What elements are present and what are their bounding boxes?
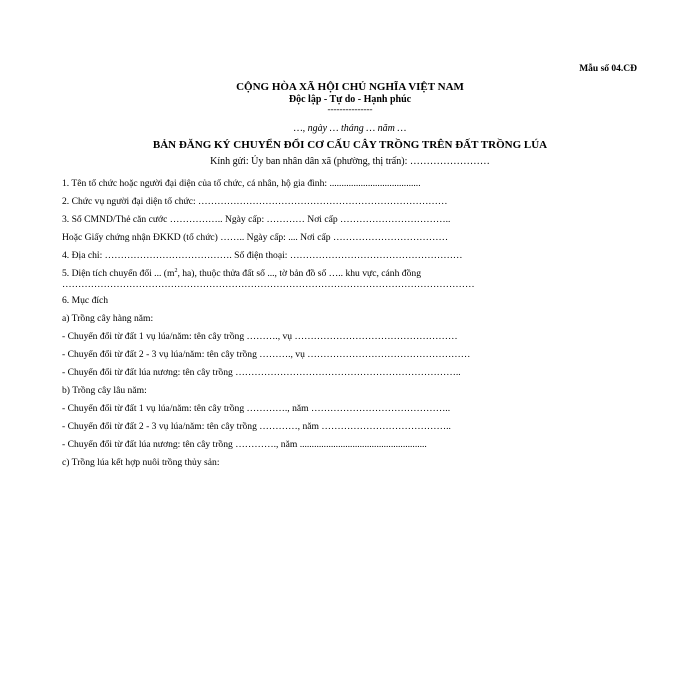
form-body (62, 175, 662, 472)
field-id-card: 3. Số CMND/Thẻ căn cước …………….. Ngày cấp: ………… Nơi cấp …………………………….. (62, 214, 451, 225)
recipient-line: Kính gửi: Ủy ban nhân dân xã (phường, thị trấn): …………………… (210, 156, 490, 167)
area-text-start: 5. Diện tích chuyển đổi ... (m (62, 268, 175, 279)
field-representative-position: 2. Chức vụ người đại diện tổ chức: …………………………………………………………………… (62, 196, 448, 207)
document-title: BẢN ĐĂNG KÝ CHUYỂN ĐỔI CƠ CẤU CÂY TRỒNG TRÊN ĐẤT TRỒNG LÚA (152, 139, 548, 151)
perennial-from-upland-rice: - Chuyển đổi từ đất lúa nương: tên cây trồng …………., năm ..................................................... (62, 439, 427, 450)
annual-from-upland-rice: - Chuyển đổi từ đất lúa nương: tên cây trồng …………………………………………………………….. (62, 367, 461, 378)
subsection-annual-crops: a) Trồng cây hàng năm: (62, 313, 154, 324)
area-text-end: , ha), thuộc thửa đất số ..., tờ bản đồ số ….. khu vực, cánh đồng ………………………………………………………………………………………………………………… (62, 268, 475, 290)
header-divider: --------------- (327, 104, 373, 114)
field-applicant-name: 1. Tên tổ chức hoặc người đại diện của tổ chức, cá nhân, hộ gia đình: ...................................... (62, 178, 421, 189)
date-line: …, ngày … tháng … năm … (293, 123, 407, 134)
form-number: Mẫu số 04.CĐ (579, 64, 637, 74)
national-motto: Độc lập - Tự do - Hạnh phúc (288, 94, 412, 105)
subsection-rice-aquaculture: c) Trồng lúa kết hợp nuôi trồng thủy sản: (62, 457, 220, 468)
section-purpose: 6. Mục đích (62, 295, 109, 306)
annual-from-2-3-crops: - Chuyển đổi từ đất 2 - 3 vụ lúa/năm: tên cây trồng ………., vụ …………………………………………… (62, 349, 471, 360)
national-title: CỘNG HÒA XÃ HỘI CHỦ NGHĨA VIỆT NAM (236, 81, 464, 93)
field-address-phone: 4. Địa chỉ: …………………………………. Số điện thoại: ……………………………………………… (62, 250, 463, 261)
annual-from-1-crop: - Chuyển đổi từ đất 1 vụ lúa/năm: tên cây trồng ………., vụ …………………………………………… (62, 331, 458, 342)
subsection-perennial-crops: b) Trồng cây lâu năm: (62, 385, 147, 396)
perennial-from-2-3-crops: - Chuyển đổi từ đất 2 - 3 vụ lúa/năm: tên cây trồng …………, năm ………………………………….. (62, 421, 451, 432)
field-business-registration: Hoặc Giấy chứng nhận ĐKKD (tổ chức) …….. Ngày cấp: .... Nơi cấp ……………………………… (62, 232, 449, 243)
field-conversion-area (62, 265, 662, 292)
area-unit-superscript: 2 (174, 267, 178, 274)
perennial-from-1-crop: - Chuyển đổi từ đất 1 vụ lúa/năm: tên cây trồng …………., năm …………………………………….. (62, 403, 451, 414)
